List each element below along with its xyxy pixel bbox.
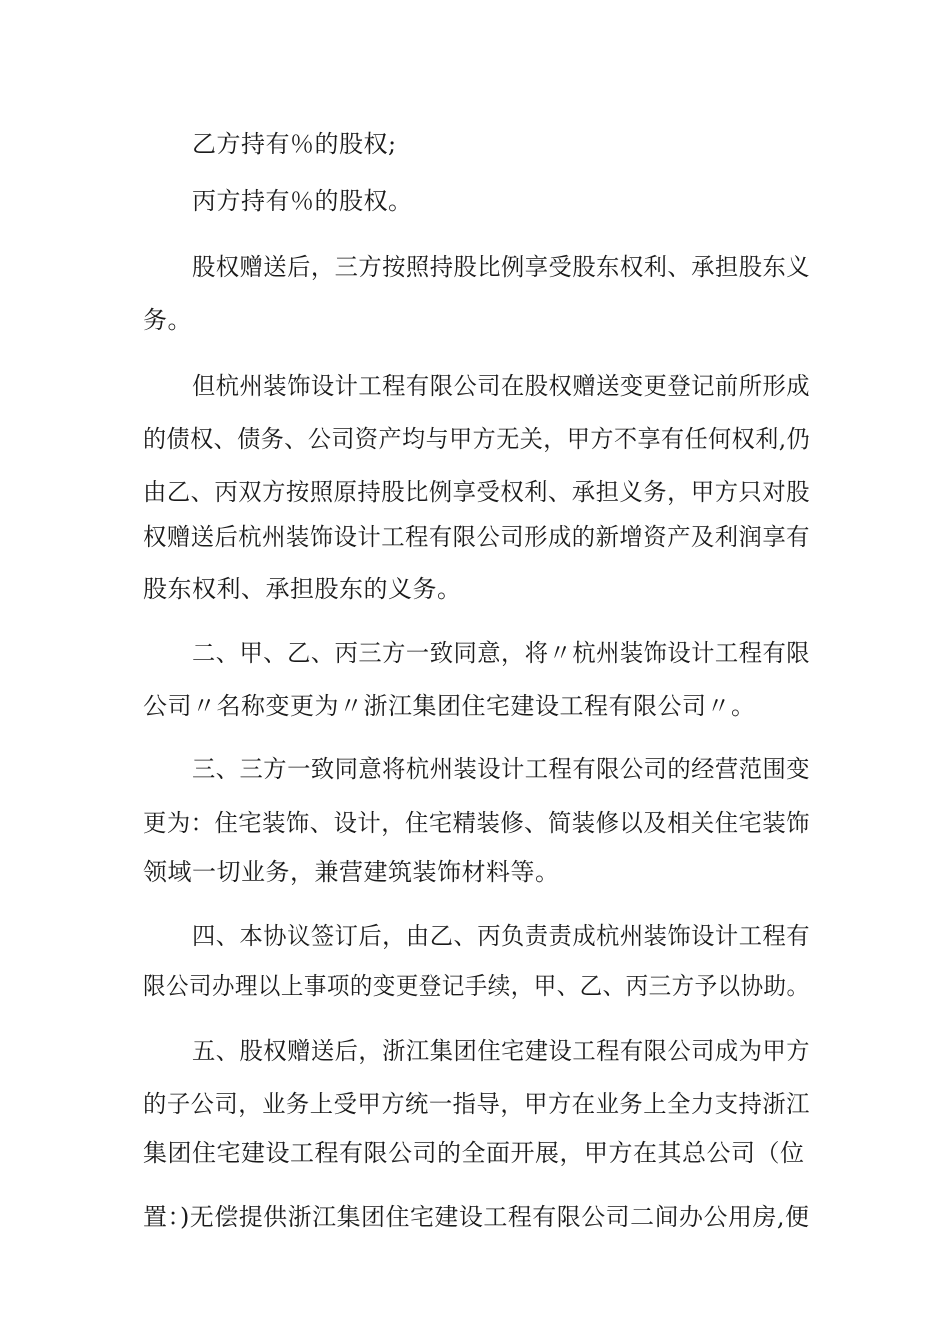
text-line: 限公司办理以上事项的变更登记手续，甲、乙、丙三方予以协助。	[143, 972, 810, 1000]
paragraph-first-line: 四、本协议签订后，由乙、丙负责责成杭州装饰设计工程有	[192, 922, 811, 950]
text-line: 置：)无偿提供浙江集团住宅建设工程有限公司二间办公用房,便	[143, 1203, 810, 1231]
paragraph-first-line: 二、甲、乙、丙三方一致同意，将〃杭州装饰设计工程有限	[192, 639, 811, 667]
text-line: 权赠送后杭州装饰设计工程有限公司形成的新增资产及利润享有	[143, 523, 810, 551]
text-line: 公司〃名称变更为〃浙江集团住宅建设工程有限公司〃。	[143, 692, 756, 720]
text-line: 乙方持有％的股权;	[192, 130, 397, 158]
paragraph-first-line: 股权赠送后，三方按照持股比例享受股东权利、承担股东义	[192, 253, 811, 281]
text-line: 股东权利、承担股东的义务。	[143, 575, 462, 603]
text-line: 丙方持有％的股权。	[192, 187, 413, 215]
text-line: 更为：住宅装饰、设计，住宅精装修、简装修以及相关住宅装饰	[143, 809, 810, 837]
text-line: 集团住宅建设工程有限公司的全面开展，甲方在其总公司（位	[143, 1139, 805, 1167]
text-line: 由乙、丙双方按照原持股比例享受权利、承担义务，甲方只对股	[143, 478, 810, 506]
paragraph-first-line: 但杭州装饰设计工程有限公司在股权赠送变更登记前所形成	[192, 372, 811, 400]
text-line: 的债权、债务、公司资产均与甲方无关，甲方不享有任何权利,仍	[143, 425, 811, 453]
paragraph-first-line: 三、三方一致同意将杭州装设计工程有限公司的经营范围变	[192, 755, 811, 783]
text-line: 领域一切业务，兼营建筑装饰材料等。	[143, 858, 560, 886]
text-line: 的子公司，业务上受甲方统一指导，甲方在业务上全力支持浙江	[143, 1090, 810, 1118]
text-line: 务。	[143, 306, 192, 334]
paragraph-first-line: 五、股权赠送后，浙江集团住宅建设工程有限公司成为甲方	[192, 1037, 811, 1065]
